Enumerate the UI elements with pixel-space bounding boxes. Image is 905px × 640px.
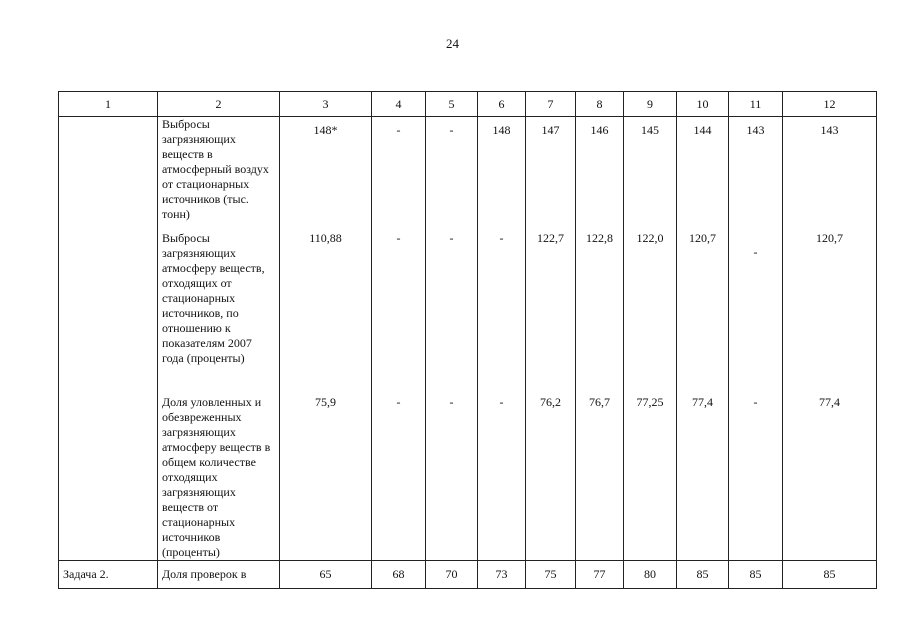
value-cell: 122,8 <box>576 231 624 395</box>
value-cell: 143 <box>783 117 877 232</box>
value-cell: 144 <box>677 117 729 232</box>
indicator-description: Доля уловленных и обезвреженных загрязняющих атмосферу веществ в общем количестве отходящих загрязняющих веществ от стационарных источников (проценты) <box>158 395 280 561</box>
value-cell: 80 <box>624 561 677 589</box>
table-row <box>59 231 877 395</box>
column-header: 3 <box>280 92 372 117</box>
value-cell: 75,9 <box>280 395 372 561</box>
column-header: 2 <box>158 92 280 117</box>
value-cell: 77 <box>576 561 624 589</box>
value-cell: 77,4 <box>783 395 877 561</box>
value-cell: 147 <box>526 117 576 232</box>
value-cell: 145 <box>624 117 677 232</box>
column-header: 8 <box>576 92 624 117</box>
column-header: 5 <box>426 92 478 117</box>
task-cell: Задача 2. <box>59 561 158 589</box>
page-number: 24 <box>446 36 459 51</box>
indicator-description: Доля проверок в <box>158 561 280 589</box>
value-cell: 73 <box>478 561 526 589</box>
indicator-description: Выбросы загрязняющих веществ в атмосферный воздух от стационарных источников (тыс. тонн) <box>158 117 280 232</box>
value-cell: - <box>372 395 426 561</box>
value-cell: - <box>729 231 783 395</box>
value-cell: 75 <box>526 561 576 589</box>
value-cell: 143 <box>729 117 783 232</box>
value-cell: - <box>372 117 426 232</box>
value-cell: 76,7 <box>576 395 624 561</box>
value-cell: 120,7 <box>783 231 877 395</box>
value-cell: - <box>426 395 478 561</box>
value-cell: 85 <box>783 561 877 589</box>
task-cell <box>59 395 158 561</box>
column-header: 6 <box>478 92 526 117</box>
value-cell: 65 <box>280 561 372 589</box>
value-cell: - <box>478 231 526 395</box>
column-header: 4 <box>372 92 426 117</box>
value-cell: 122,0 <box>624 231 677 395</box>
value-cell: 85 <box>729 561 783 589</box>
table-row <box>59 117 877 232</box>
table-row <box>59 561 877 589</box>
table-header-row <box>59 92 877 117</box>
indicators-table <box>58 91 877 589</box>
value-cell: 146 <box>576 117 624 232</box>
value-cell: 148 <box>478 117 526 232</box>
value-cell: 148* <box>280 117 372 232</box>
value-cell: 120,7 <box>677 231 729 395</box>
indicator-description: Выбросы загрязняющих атмосферу веществ, отходящих от стационарных источников, по отношению к показателям 2007 года (проценты) <box>158 231 280 395</box>
value-cell: 76,2 <box>526 395 576 561</box>
value-cell: 68 <box>372 561 426 589</box>
value-cell: 70 <box>426 561 478 589</box>
value-cell: 110,88 <box>280 231 372 395</box>
value-cell: 85 <box>677 561 729 589</box>
column-header: 12 <box>783 92 877 117</box>
value-cell: 122,7 <box>526 231 576 395</box>
table-row <box>59 395 877 561</box>
value-cell: - <box>426 231 478 395</box>
task-cell <box>59 231 158 395</box>
value-cell: 77,25 <box>624 395 677 561</box>
task-cell <box>59 117 158 232</box>
column-header: 7 <box>526 92 576 117</box>
column-header: 1 <box>59 92 158 117</box>
value-cell: - <box>478 395 526 561</box>
column-header: 10 <box>677 92 729 117</box>
value-cell: 77,4 <box>677 395 729 561</box>
value-cell: - <box>372 231 426 395</box>
value-cell: - <box>426 117 478 232</box>
value-cell: - <box>729 395 783 561</box>
column-header: 9 <box>624 92 677 117</box>
column-header: 11 <box>729 92 783 117</box>
